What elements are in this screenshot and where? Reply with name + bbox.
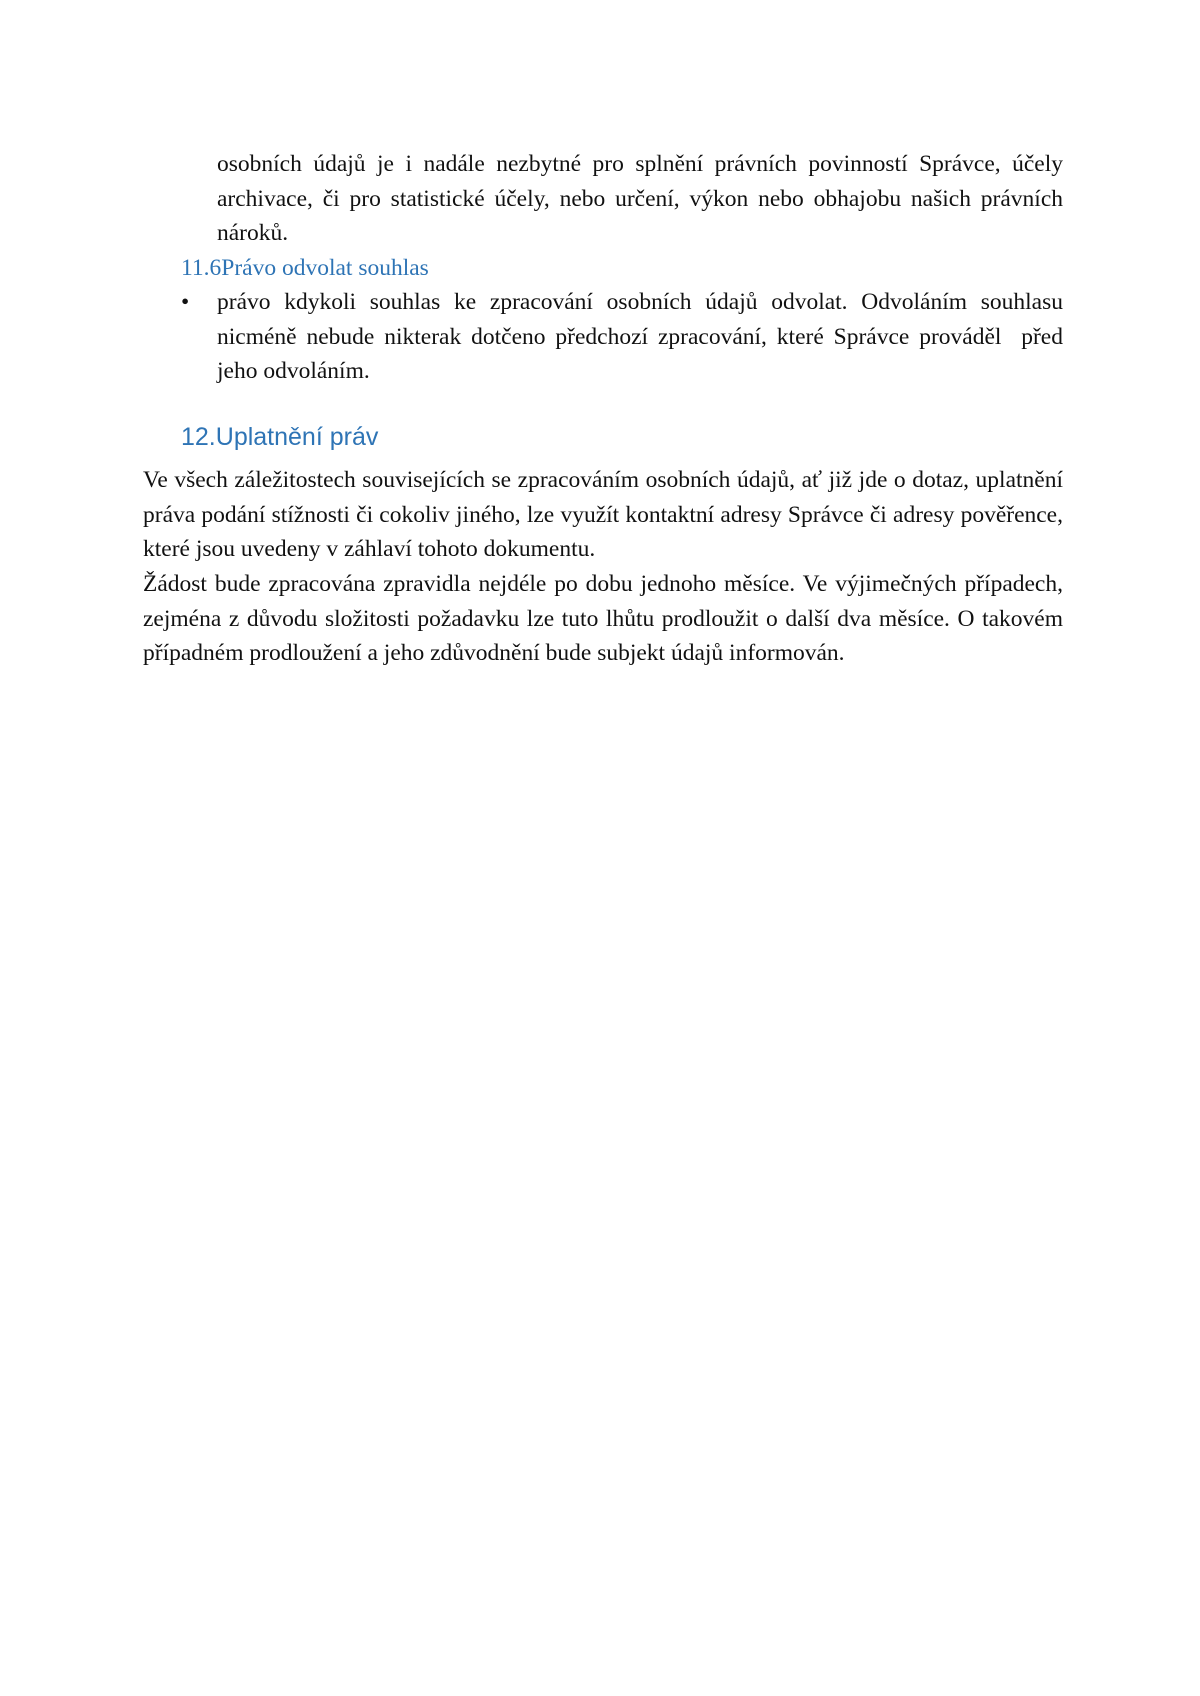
- section-title: Uplatnění práv: [215, 423, 379, 451]
- subsection-heading: [181, 251, 429, 285]
- continuation-paragraph: osobních údajů je i nadále nezbytné pro splnění právních povinností Správce, účely archivace, či pro statistické účely, nebo určení, výkon nebo obhajobu našich právních nároků.: [217, 151, 1063, 246]
- paragraph-contact: Ve všech záležitostech souvisejících se zpracováním osobních údajů, ať již jde o dotaz, uplatnění práva podání stížnosti či cokoliv jiného, lze využít kontaktní adresy Správce či adresy pověřence, které jsou uvedeny v záhlaví tohoto dokumentu.: [143, 467, 1063, 562]
- bullet-text: právo kdykoli souhlas ke zpracování osobních údajů odvolat. Odvoláním souhlasu nicméně nebude nikterak dotčeno předchozí zpracování, které Správce prováděl před jeho odvoláním.: [217, 289, 1069, 384]
- subsection-number: 11.6: [181, 255, 222, 281]
- subsection-title: Právo odvolat souhlas: [221, 255, 429, 281]
- bullet-icon: •: [181, 289, 190, 315]
- paragraph-request-processing: Žádost bude zpracována zpravidla nejdéle po dobu jednoho měsíce. Ve výjimečných případech, zejména z důvodu složitosti požadavku lze tuto lhůtu prodloužit o další dva měsíce. O takovém případném prodloužení a jeho zdůvodnění bude subjekt údajů informován.: [143, 571, 1063, 666]
- section-heading: [181, 419, 378, 455]
- section-number: 12.: [181, 423, 216, 451]
